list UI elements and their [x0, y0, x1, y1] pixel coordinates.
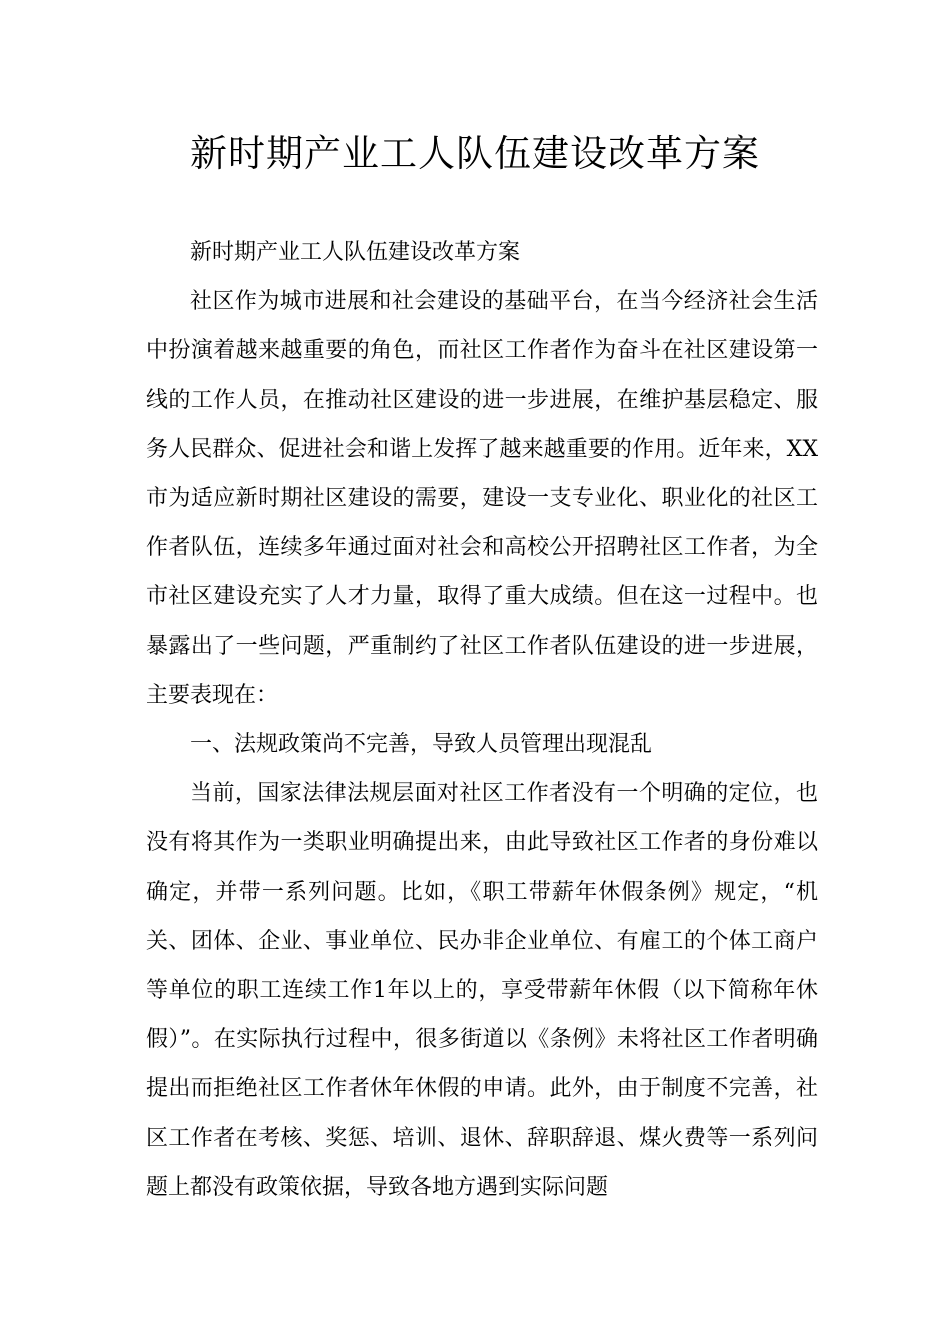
paragraph-intro: 社区作为城市进展和社会建设的基础平台，在当今经济社会生活中扮演着越来越重要的角色，而社区工作者作为奋斗在社区建设第一线的工作人员，在推动社区建设的进一步进展，在维护基层稳定、服务人民群众、促进社会和谐上发挥了越来越重要的作用。近年来，XX市为适应新时期社区建设的需要，建设一支专业化、职业化的社区工作者队伍，连续多年通过面对社会和高校公开招聘社区工作者，为全市社区建设充实了人才力量，取得了重大成绩。但在这一过程中。也暴露出了一些问题，严重制约了社区工作者队伍建设的进一步进展，主要表现在：	[146, 289, 818, 708]
paragraph-subtitle: 新时期产业工人队伍建设改革方案	[190, 240, 521, 265]
section-heading-1: 一、法规政策尚不完善，导致人员管理出现混乱	[190, 732, 653, 758]
document-title: 新时期产业工人队伍建设改革方案	[190, 132, 760, 175]
paragraph-section-1: 当前，国家法律法规层面对社区工作者没有一个明确的定位，也没有将其作为一类职业明确提出来，由此导致社区工作者的身份难以确定，并带一系列问题。比如，《职工带薪年休假条例》规定，“机关、团体、企业、事业单位、民办非企业单位、有雇工的个体工商户等单位的职工连续工作1年以上的，享受带薪年休假（以下简称年休假）”。在实际执行过程中，很多街道以《条例》未将社区工作者明确提出而拒绝社区工作者休年休假的申请。此外，由于制度不完善，社区工作者在考核、奖惩、培训、退休、辞职辞退、煤火费等一系列问题上都没有政策依据，导致各地方遇到实际问题	[146, 781, 818, 1200]
document-body	[146, 228, 818, 1212]
